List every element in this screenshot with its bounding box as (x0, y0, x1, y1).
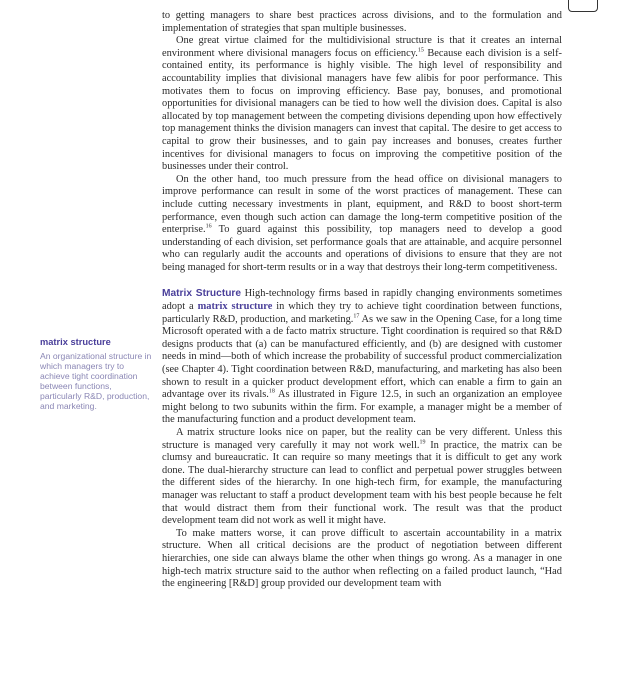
footnote-ref-17: 17 (353, 313, 360, 320)
paragraph-5 (162, 427, 562, 528)
paragraph-4-text-c: As we saw in the Opening Case, for a long time Microsoft operated with a de facto matrix structure. Tight coordination is required so that R&D designs products that (a) can be manufactured efficiently, and (b) are designed with customer needs in mind—both of which increase the probability of successful product commercialization (see Chapter 4). Tight coordination between R&D, manufacturing, and marketing has also been shown to result in a quicker product development effort, which can enable a firm to gain an advantage over its rivals. (162, 313, 562, 401)
paragraph-3 (162, 174, 562, 275)
paragraph-6: To make matters worse, it can prove difficult to ascertain accountability in a matrix structure. When all critical decisions are the product of negotiation between different hierarchies, one side can always blame the other when things go wrong. As a manager in one high-tech matrix structure said to the author when reflecting on a failed product launch, “Had the engineering [R&D] group provided our development team with (162, 527, 562, 590)
footnote-ref-15: 15 (417, 47, 424, 54)
paragraph-1: to getting managers to share best practices across divisions, and to the formulation and implementation of strategies that span multiple businesses. (162, 10, 562, 34)
margin-note (40, 337, 152, 412)
paragraph-4 (162, 288, 562, 427)
paragraph-3-text-a: On the other hand, too much pressure from the head office on divisional managers to improve performance can result in some of the worst practices of management. These can include cutting necessary investments in plant, equipment, and R&D to boost short-term performance, even though such action can damage the long-term competitive position of the enterprise. (162, 173, 562, 236)
paragraph-4-text-a: High-technology firms based in rapidly changing environments sometimes adopt a (162, 288, 563, 313)
corner-frame (568, 0, 598, 12)
footnote-ref-18: 18 (268, 388, 275, 395)
margin-term: matrix structure (40, 337, 111, 347)
paragraph-2-text-a: One great virtue claimed for the multidivisional structure is that it creates an internal environment where divisional managers focus on efficiency. (162, 35, 562, 59)
key-term: matrix structure (197, 301, 273, 313)
paragraph-2 (162, 35, 562, 174)
paragraph-2-text-b: Because each division is a self-contained entity, its performance is highly visible. The high level of responsibility and accountability implies that divisional managers have few alibis for poor performance. This motivates them to focus on improving efficiency. Base pay, bonuses, and promotional opportunities for divisional managers can be tied to how well the division does. Capital is also allocated by top management between the competing divisions depending upon how effectively top management thinks the division managers can invest that capital. The desire to get access to capital to grow their businesses, and to gain pay increases and bonuses, creates further incentives for divisional managers to focus on improving the competitive position of the businesses under their control. (162, 47, 562, 173)
footnote-ref-16: 16 (205, 223, 212, 230)
paragraph-4-text-d: As illustrated in Figure 12.5, in such an organization an employee might belong to two subunits within the firm. For example, a manager might be a member of the manufacturing function and a product development team. (162, 389, 562, 426)
paragraph-5-text-a: A matrix structure looks nice on paper, but the reality can be very different. Unless this structure is managed very carefully it may not work well. (162, 427, 562, 451)
footnote-ref-19: 19 (419, 439, 426, 446)
paragraph-3-text-b: To guard against this possibility, top managers need to develop a good understanding of each division, set performance goals that are attainable, and acquire personnel who can regularly audit the accounts and operations of divisions to ensure that they are not being managed for short-term results or in a way that destroys their long-term competitiveness. (162, 224, 562, 273)
paragraph-4-text-b: in which they try to achieve tight coordination between functions, particularly R&D, production, and marketing. (162, 301, 562, 325)
paragraph-5-text-b: In practice, the matrix can be clumsy and bureaucratic. It can require so many meetings that it is difficult to get any work done. The dual-hierarchy structure can lead to conflict and perpetual power struggles between the different sides of the hierarchy. In one high-tech firm, for example, the manufacturing manager was reluctant to staff a product development team with his best people because he felt that would distract them from their functional work. The result was that the product development team did not work as well it might have. (162, 439, 562, 527)
section-heading: Matrix Structure (162, 288, 242, 300)
margin-definition: An organizational structure in which managers try to achieve tight coordination between functions, particularly R&D, production, and marketing. (40, 351, 152, 412)
body-text (162, 10, 562, 591)
